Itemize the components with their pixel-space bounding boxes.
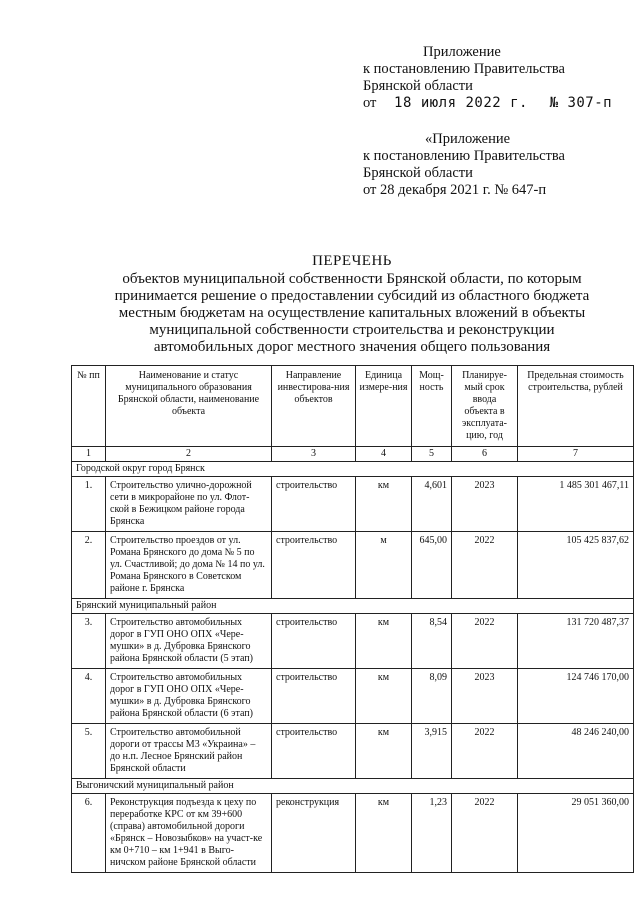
row-num: 2. [72, 532, 106, 599]
approval-line: к постановлению Правительства [363, 148, 565, 164]
section-row [72, 779, 634, 794]
approval-date-line [363, 95, 612, 112]
section-row [72, 599, 634, 614]
header-num: № пп [72, 366, 106, 447]
header-direction: Направление инвестирова-ния объектов [272, 366, 356, 447]
row-unit: км [356, 724, 412, 779]
header-capacity: Мощ-ность [412, 366, 452, 447]
row-capacity: 4,601 [412, 477, 452, 532]
column-number: 3 [272, 447, 356, 462]
heading-line: местным бюджетам на осуществление капитальных вложений в объекты [118, 305, 586, 321]
row-capacity: 3,915 [412, 724, 452, 779]
row-num: 3. [72, 614, 106, 669]
approval-title: Приложение [423, 44, 501, 60]
row-year: 2023 [452, 477, 518, 532]
row-capacity: 8,54 [412, 614, 452, 669]
row-direction: строительство [272, 532, 356, 599]
column-number: 5 [412, 447, 452, 462]
row-direction: строительство [272, 477, 356, 532]
table-row [72, 669, 634, 724]
column-number: 2 [106, 447, 272, 462]
row-capacity: 1,23 [412, 794, 452, 873]
row-direction: строительство [272, 614, 356, 669]
table-row [72, 794, 634, 873]
column-number-row [72, 447, 634, 462]
row-capacity: 645,00 [412, 532, 452, 599]
row-year: 2022 [452, 794, 518, 873]
section-label: Брянский муниципальный район [72, 599, 634, 614]
row-year: 2022 [452, 532, 518, 599]
column-number: 1 [72, 447, 106, 462]
row-name: Строительство автомобильных дорог в ГУП ОНО ОПХ «Чере-мушки» в д. Дубровка Брянского района Брянской области (5 этап) [106, 614, 272, 669]
heading-line: принимается решение о предоставлении субсидий из областного бюджета [114, 288, 590, 304]
table-row [72, 532, 634, 599]
approval-block-previous [363, 131, 565, 199]
table-row [72, 724, 634, 779]
header-unit: Единица измере-ния [356, 366, 412, 447]
row-num: 4. [72, 669, 106, 724]
header-term: Планируе-мый срок ввода объекта в эксплуата-цию, год [452, 366, 518, 447]
section-row [72, 462, 634, 477]
approval-date: 18 июля 2022 г. [394, 95, 528, 111]
column-number: 4 [356, 447, 412, 462]
heading-line: автомобильных дорог местного значения общего пользования [153, 339, 551, 355]
approval-line: Брянской области [363, 165, 473, 181]
document-heading [60, 253, 640, 356]
section-label: Городской округ город Брянск [72, 462, 634, 477]
row-num: 1. [72, 477, 106, 532]
table-row [72, 614, 634, 669]
row-name: Строительство улично-дорожной сети в микрорайоне по ул. Флот-ской в Бежицком районе города Брянска [106, 477, 272, 532]
row-year: 2022 [452, 614, 518, 669]
row-cost: 105 425 837,62 [518, 532, 634, 599]
row-year: 2023 [452, 669, 518, 724]
row-cost: 131 720 487,37 [518, 614, 634, 669]
row-direction: строительство [272, 669, 356, 724]
approval-line: к постановлению Правительства [363, 61, 565, 77]
approval-line: Брянской области [363, 78, 473, 94]
row-cost: 29 051 360,00 [518, 794, 634, 873]
approval-number: № 307-п [549, 95, 613, 111]
row-name: Реконструкция подъезда к цеху по переработке КРС от км 39+600 (справа) автомобильной дороги «Брянск – Новозыбков» на участ-ке км 0+710 – км 1+941 в Выго-ничском районе Брянской области [106, 794, 272, 873]
approval-line: от 28 декабря 2021 г. № 647-п [363, 182, 547, 198]
row-unit: км [356, 794, 412, 873]
row-unit: км [356, 614, 412, 669]
row-cost: 124 746 170,00 [518, 669, 634, 724]
table-header-row [72, 366, 634, 447]
row-year: 2022 [452, 724, 518, 779]
row-unit: км [356, 477, 412, 532]
row-direction: реконструкция [272, 794, 356, 873]
row-direction: строительство [272, 724, 356, 779]
heading-line: муниципальной собственности строительства и реконструкции [149, 322, 555, 338]
approval-title: «Приложение [425, 131, 511, 147]
row-num: 5. [72, 724, 106, 779]
approval-block-current [363, 44, 612, 112]
row-capacity: 8,09 [412, 669, 452, 724]
row-name: Строительство автомобильных дорог в ГУП ОНО ОПХ «Чере-мушки» в д. Дубровка Брянского района Брянской области (6 этап) [106, 669, 272, 724]
table-row [72, 477, 634, 532]
section-label: Выгоничский муниципальный район [72, 779, 634, 794]
objects-table [71, 365, 634, 873]
row-name: Строительство автомобильной дороги от трассы М3 «Украина» – до н.п. Лесное Брянский район Брянской области [106, 724, 272, 779]
row-num: 6. [72, 794, 106, 873]
row-unit: км [356, 669, 412, 724]
row-cost: 1 485 301 467,11 [518, 477, 634, 532]
header-name: Наименование и статус муниципального образования Брянской области, наименование объекта [106, 366, 272, 447]
column-number: 6 [452, 447, 518, 462]
column-number: 7 [518, 447, 634, 462]
row-cost: 48 246 240,00 [518, 724, 634, 779]
header-cost: Предельная стоимость строительства, рублей [518, 366, 634, 447]
approval-from: от [363, 95, 377, 111]
heading-line: объектов муниципальной собственности Брянской области, по которым [122, 271, 582, 287]
heading-title: ПЕРЕЧЕНЬ [312, 253, 392, 269]
row-unit: м [356, 532, 412, 599]
row-name: Строительство проездов от ул. Романа Брянского до дома № 5 по ул. Счастливой; до дома № 14 по ул. Романа Брянского в Советском районе г. Брянска [106, 532, 272, 599]
